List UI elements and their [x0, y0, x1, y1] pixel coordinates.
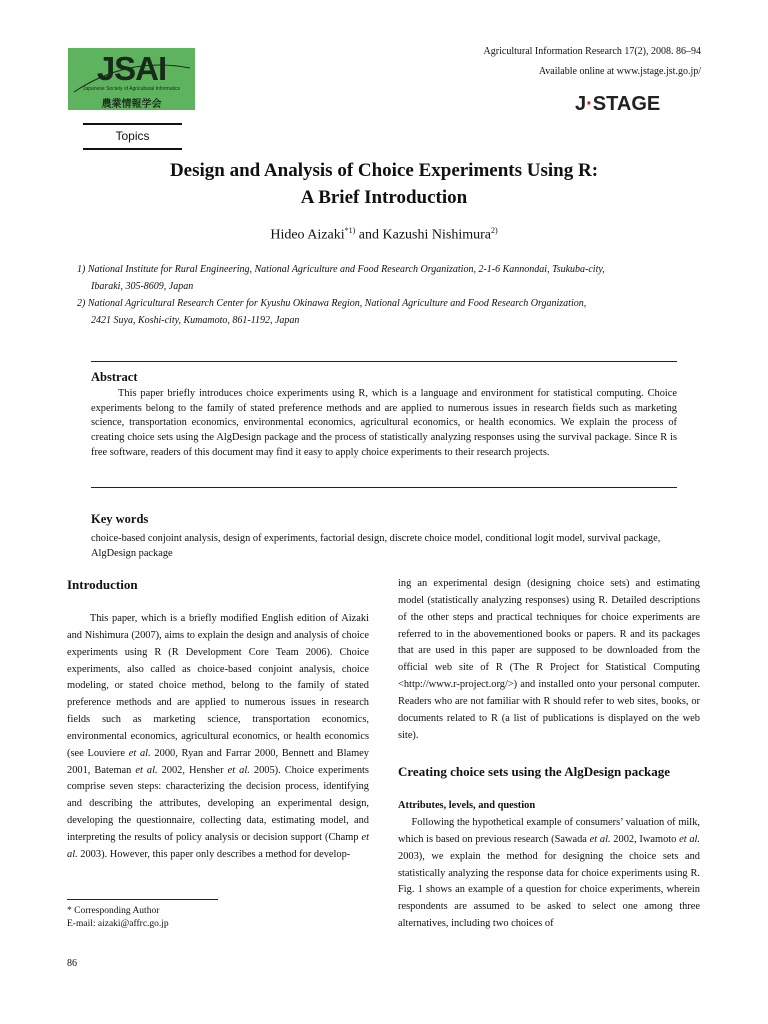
author-1-affil: *1)	[344, 226, 356, 235]
author-1: Hideo Aizaki	[270, 227, 345, 243]
right-paragraph-1: ing an experimental design (designing choice sets) and estimating model (statistically analyzing responses) using R. Detailed descriptions of the other steps and practical techniques for choice experiments are referred to in the abovementioned books or papers. R and its packages that are used in this paper are supposed to be downloaded from the official web site of R (The R Project for Statistical Computing <http://www.r-project.org/>) and installed onto your personal computer. Readers who are not familiar with R should refer to web sites, books, or documents related to R (a list of publications is displayed on the web site).	[398, 578, 700, 741]
logo-text: JSAI	[96, 50, 167, 87]
et-al: et al.	[128, 747, 151, 759]
affiliation-1: 1) National Institute for Rural Engineering, National Agriculture and Food Research Organization, 2-1-6 Kannondai, Tsukuba-city,	[77, 264, 605, 275]
right-paragraph-2	[398, 815, 700, 933]
et-al: et al.	[589, 833, 611, 845]
author-2: Kazushi Nishimura	[382, 227, 491, 243]
jstage-stage: STAGE	[592, 93, 661, 115]
section-label: Topics	[115, 129, 150, 143]
keywords-text: choice-based conjoint analysis, design of experiments, factorial design, discrete choice model, conditional logit model, survival package, AlgDesign package	[91, 533, 661, 559]
affiliation-2: 2) National Agricultural Research Center for Kyushu Okinawa Region, National Agriculture and Food Research Organization,	[77, 298, 587, 309]
algdesign-heading: Creating choice sets using the AlgDesign package	[398, 764, 671, 779]
topics-rule-bottom	[83, 148, 182, 150]
jstage-j: J	[575, 93, 587, 115]
paper-title-line2: A Brief Introduction	[300, 187, 468, 208]
et-al: et al.	[227, 764, 250, 776]
attributes-subheading: Attributes, levels, and question	[398, 800, 536, 811]
paper-title-line1: Design and Analysis of Choice Experiments Using R:	[169, 160, 599, 181]
topics-rule-top	[83, 123, 182, 125]
abstract-heading: Abstract	[91, 370, 138, 384]
authors	[0, 226, 768, 244]
et-al: et al.	[135, 764, 158, 776]
intro-text-d: 2005). Choice experiments comprise seven steps: characterizing the decision process, identifying and describing the attributes, developing an experimental design, developing the questionnaire, collecting data, estimating model, and interpreting the results of policy analysis or decision support (Champ	[67, 764, 369, 843]
abstract-rule-bottom	[91, 487, 677, 488]
right-text-a: Following the hypothetical example of consumers’ valuation of milk, which is based on previous research (Sawada	[398, 817, 700, 845]
et-al: et al.	[67, 831, 369, 860]
affiliation-2-cont: 2421 Suya, Koshi-city, Kumamoto, 861-1192, Japan	[91, 315, 300, 326]
jstage-dot: ·	[586, 93, 593, 115]
jstage-logo	[575, 93, 660, 116]
logo-society: Japanese Society of Agricultural Informatics	[83, 86, 180, 92]
logo-japanese: 農業情報学会	[101, 99, 162, 110]
affiliation-1-cont: Ibaraki, 305-8609, Japan	[91, 281, 194, 292]
right-text-b: 2002, Iwamoto	[610, 833, 680, 845]
journal-citation: Agricultural Information Research 17(2), 2008. 86–94	[483, 46, 701, 57]
footnote-corresponding: * Corresponding Author	[67, 906, 160, 916]
footnote-email[interactable]: E-mail: aizaki@affrc.go.jp	[67, 919, 169, 929]
introduction-paragraph	[67, 611, 369, 864]
et-al: et al.	[679, 833, 701, 845]
availability-link[interactable]: Available online at www.jstage.jst.go.jp/	[538, 66, 701, 77]
introduction-heading: Introduction	[67, 577, 138, 592]
intro-text-b: 2000, Ryan and Farrar 2000, Bennett and Blamey 2001, Bateman	[67, 747, 369, 776]
abstract-rule-top	[91, 361, 677, 362]
abstract-text: This paper briefly introduces choice experiments using R, which is a language and environment for statistical computing. Choice experiments belong to the family of stated preference methods and are applied to numerous issues in research fields such as marketing science, transportation economics, environmental economics, agricultural economics, or health economics. We explain the process of creating choice sets using the AlgDesign package and the process of statistically analyzing responses using the survival package. Since R is free software, readers of this document may find it easy to apply choice experiments to their research projects.	[91, 388, 677, 458]
author-2-affil: 2)	[490, 226, 498, 235]
page-number: 86	[67, 958, 77, 969]
keywords-heading: Key words	[91, 512, 149, 526]
intro-text-e: 2003). However, this paper only describes a method for develop-	[77, 848, 351, 860]
right-text-c: 2003), we explain the method for designing the choice sets and statistically analyzing the response data for choice experiments using R. Fig. 1 shows an example of a question for choice experiments, wherein respondents are assumed to be asked to select one among three alternatives, including two choices of	[398, 850, 700, 930]
intro-text-a: This paper, which is a briefly modified English edition of Aizaki and Nishimura (2007), aims to explain the design and analysis of choice experiments using R (R Development Core Team 2006). Choice experiments, also called as choice-based conjoint analysis, choice modeling, or stated choice method, belong to the family of stated preference methods and are applied to numerous issues in research fields such as marketing science, transportation economics, environmental economics, agricultural economics, or health economics (see Louviere	[67, 613, 369, 759]
footnote-rule	[67, 899, 218, 900]
jsai-logo	[68, 48, 195, 110]
authors-and: and	[355, 227, 383, 243]
intro-text-c: 2002, Hensher	[157, 764, 228, 776]
